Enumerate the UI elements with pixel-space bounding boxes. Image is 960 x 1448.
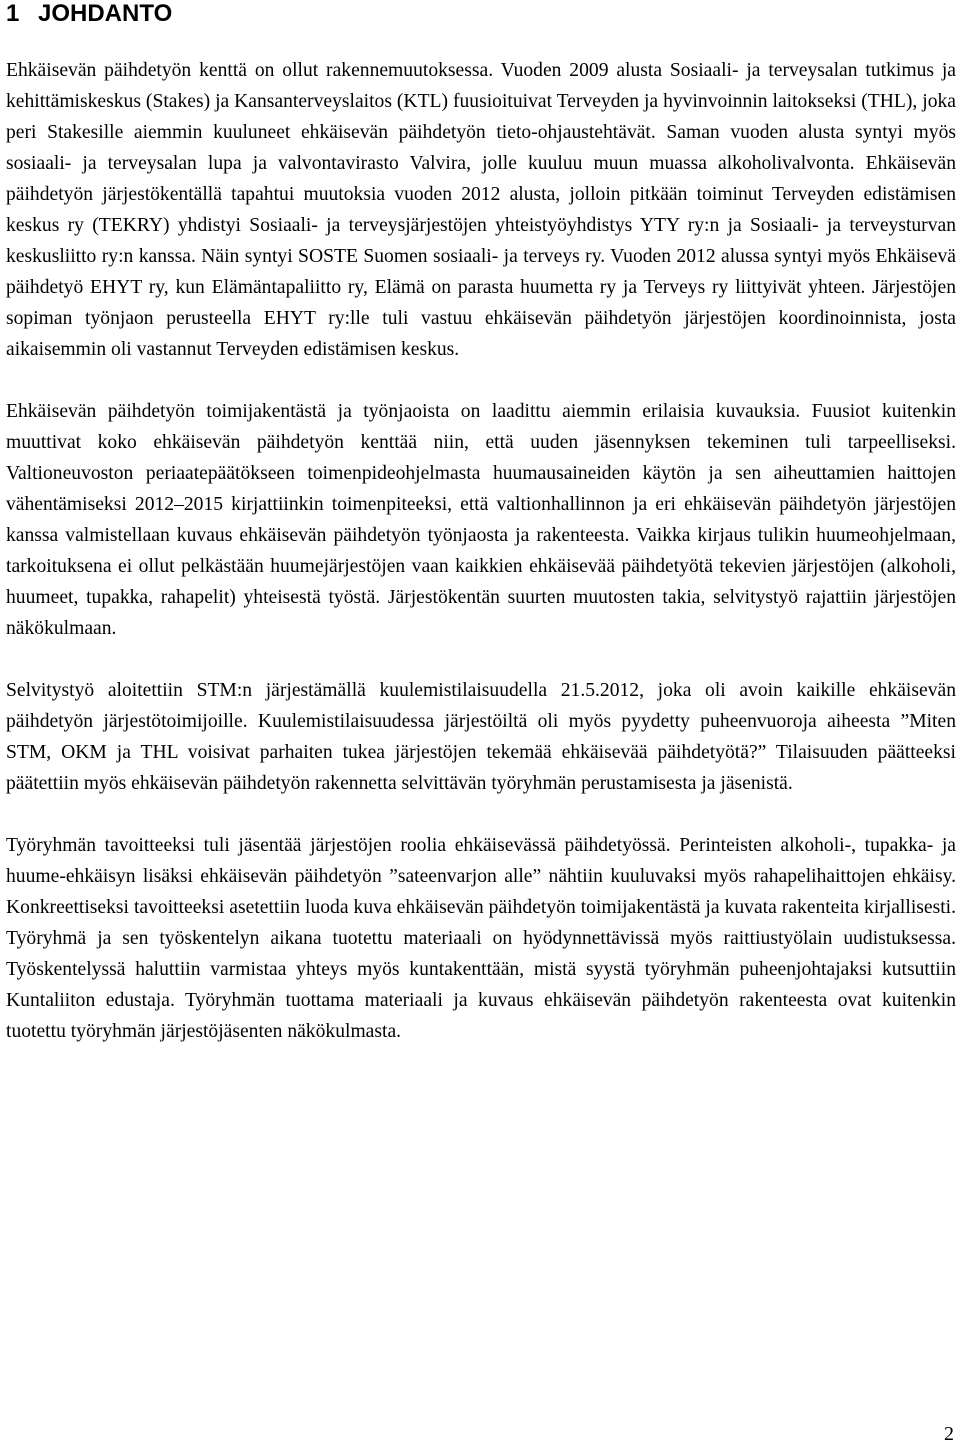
section-number: 1 <box>6 0 20 27</box>
section-title: JOHDANTO <box>38 0 173 27</box>
paragraph-1: Ehkäisevän päihdetyön kenttä on ollut rakennemuutoksessa. Vuoden 2009 alusta Sosiaali- ja terveysalan tutkimus ja kehittämiskeskus (Stakes) ja Kansanterveyslaitos (KTL) fuusioituivat Terveyden ja hyvinvoinnin laitokseksi (THL), joka peri Stakesille aiemmin kuuluneet ehkäisevän päihdetyön tieto-ohjaustehtävät. Saman vuoden alusta syntyi myös sosiaali- ja terveysalan lupa ja valvontavirasto Valvira, jolle kuuluu muun muassa alkoholivalvonta. Ehkäisevän päihdetyön järjestökentällä tapahtui muutoksia vuoden 2012 alusta, jolloin pitkään toiminut Terveyden edistämisen keskus ry (TEKRY) yhdistyi Sosiaali- ja terveysjärjestöjen yhteistyöyhdistys YTY ry:n ja Sosiaali- ja terveysturvan keskusliitto ry:n kanssa. Näin syntyi SOSTE Suomen sosiaali- ja terveys ry. Vuoden 2012 alussa syntyi myös Ehkäisevä päihdetyö EHYT ry, kun Elämäntapaliitto ry, Elämä on parasta huumetta ry ja Terveys ry liittyivät yhteen. Järjestöjen sopiman työnjaon perusteella EHYT ry:lle tuli vastuu ehkäisevän päihdetyön järjestöjen koordinoinnista, josta aikaisemmin oli vastannut Terveyden edistämisen keskus. <box>6 60 956 360</box>
section-heading <box>6 0 956 34</box>
page-number: 2 <box>944 1423 954 1445</box>
paragraph-2: Ehkäisevän päihdetyön toimijakentästä ja työnjaoista on laadittu aiemmin erilaisia kuvauksia. Fuusiot kuitenkin muuttivat koko ehkäisevän päihdetyön kenttää niin, että uuden jäsennyksen tekeminen tuli tarpeelliseksi. Valtioneuvoston periaatepäätökseen toimenpideohjelmasta huumausaineiden käytön ja sen aiheuttamien haittojen vähentämiseksi 2012–2015 kirjattiinkin toimenpiteeksi, että valtionhallinnon ja eri ehkäisevän päihdetyön järjestöjen kanssa valmistellaan kuvaus ehkäisevän päihdetyön työnjaosta ja rakenteesta. Vaikka kirjaus tulikin huumeohjelmaan, tarkoituksena ei ollut pelkästään huumejärjestöjen vaan kaikkien ehkäisevää päihdetyötä tekevien järjestöjen (alkoholi, huumeet, tupakka, rahapelit) yhteisestä työstä. Järjestökentän suurten muutosten takia, selvitystyö rajattiin järjestöjen näkökulmaan. <box>6 401 956 639</box>
paragraph-3: Selvitystyö aloitettiin STM:n järjestämällä kuulemistilaisuudella 21.5.2012, joka oli avoin kaikille ehkäisevän päihdetyön järjestötoimijoille. Kuulemistilaisuudessa järjestöiltä oli myös pyydetty puheenvuoroja aiheesta ”Miten STM, OKM ja THL voisivat parhaiten tukea järjestöjen tekemää ehkäisevää päihdetyötä?” Tilaisuuden päätteeksi päätettiin myös ehkäisevän päihdetyön rakennetta selvittävän työryhmän perustamisesta ja jäsenistä. <box>6 680 956 794</box>
paragraph-4: Työryhmän tavoitteeksi tuli jäsentää järjestöjen roolia ehkäisevässä päihdetyössä. Perinteisten alkoholi-, tupakka- ja huume-ehkäisyn lisäksi ehkäisevän päihdetyön ”sateenvarjon alle” nähtiin kuuluvaksi myös rahapelihaittojen ehkäisy. Konkreettiseksi tavoitteeksi asetettiin luoda kuva ehkäisevän päihdetyön toimijakentästä ja kuvata rakenteita kirjallisesti. Työryhmä ja sen työskentelyn aikana tuotettu materiaali on hyödynnettävissä myös raittiustyölain uudistuksessa. Työskentelyssä haluttiin varmistaa yhteys myös kuntakenttään, mistä syystä työryhmän puheenjohtajaksi kutsuttiin Kuntaliiton edustaja. Työryhmän tuottama materiaali ja kuvaus ehkäisevän päihdetyön rakenteesta ovat kuitenkin tuotettu työryhmän järjestöjäsenten näkökulmasta. <box>6 835 956 1042</box>
document-page <box>6 0 956 1047</box>
